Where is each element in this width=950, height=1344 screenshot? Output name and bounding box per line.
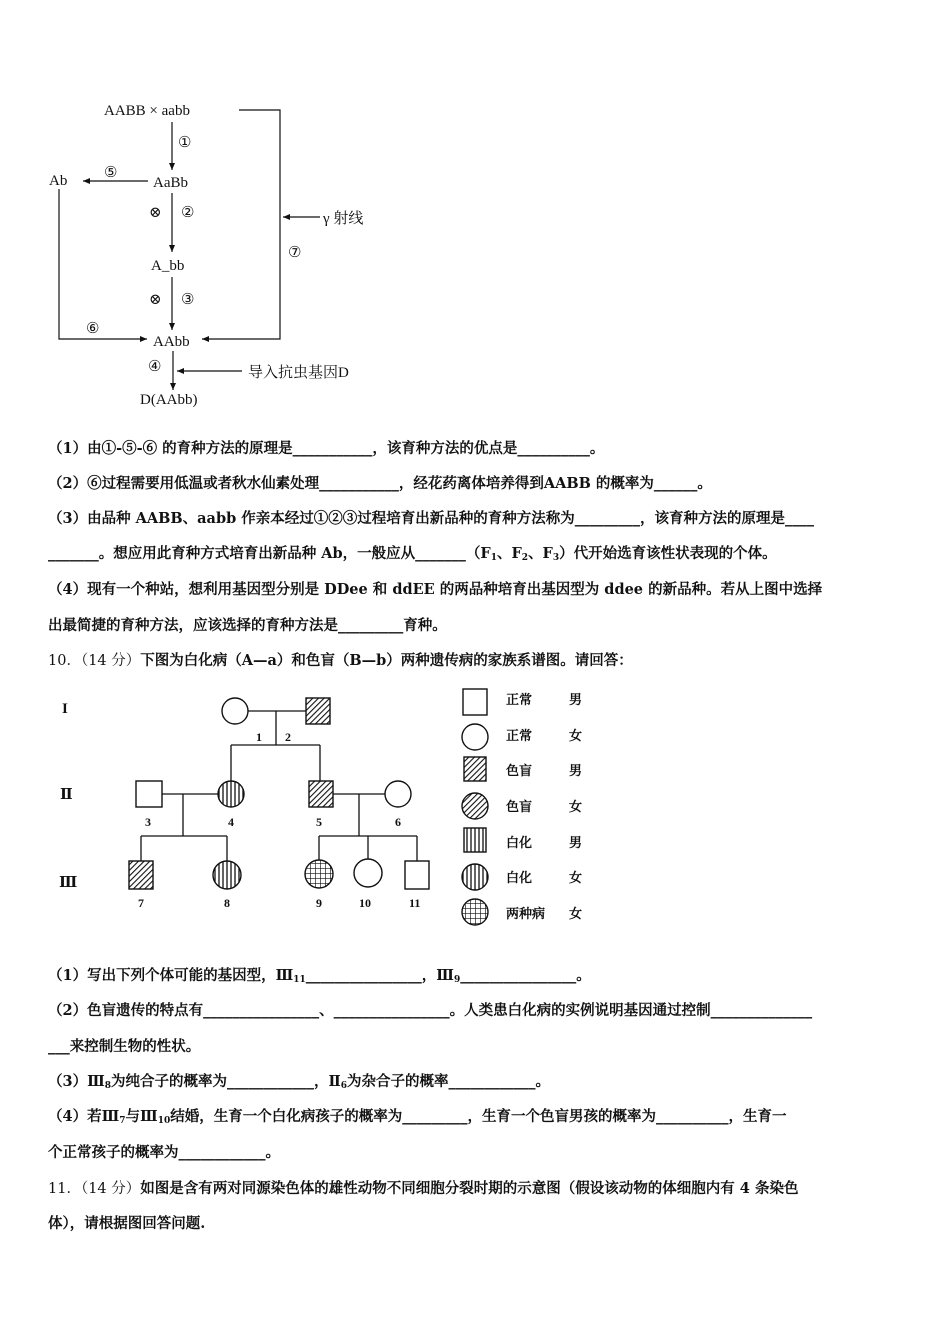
individual-number-2: 2 [285,730,291,744]
individual-number-4: 4 [228,815,234,829]
legend-symbol-normal-male [463,689,487,715]
individual-III-10 [354,859,382,887]
q9-line-1: （1）由①-⑤-⑥ 的育种方法的原理是___________，该育种方法的优点是__________。 [48,440,605,457]
q10-line-4a: （3）Ⅲ [48,1073,105,1090]
d-result-label: D(AAbb) [140,392,198,408]
q9-line-4b: 、F [497,545,522,562]
legend-symbol-colorblind-female [462,793,488,819]
q10-line-5a: （4）若Ⅲ [48,1108,120,1125]
pedigree-chart [50,683,610,933]
legend-symbol-colorblind-male [464,757,486,781]
gamma-ray-label: γ 射线 [323,211,364,227]
q10-score: （14 分） [80,653,141,669]
q10-line-4b: 为纯合子的概率为____________，Ⅱ [111,1073,341,1090]
q9-sub-3: 3 [552,553,560,563]
step-1-label: ① [178,135,192,151]
q11-number: 11． [48,1181,81,1197]
individual-number-9: 9 [316,896,322,910]
step-5-label: ⑤ [104,165,118,181]
individual-II-6 [385,781,411,807]
step-4-label: ④ [148,359,162,375]
legend-state-6: 两种病 [506,906,546,921]
insert-gene-label: 导入抗虫基因D [248,365,349,381]
q9-line-6: 出最简捷的育种方法，应该选择的育种方法是_________育种。 [48,617,447,634]
q10-line-5c: 结婚，生育一个白化病孩子的概率为_________，生育一个色盲男孩的概率为__________，生育一 [170,1108,787,1125]
generation-i-label: I [62,701,68,717]
arrow-7 [202,110,280,339]
individual-number-6: 6 [395,815,401,829]
legend-state-2: 色盲 [506,763,533,778]
q10-line-1 [48,964,591,985]
legend-sex-6: 女 [569,906,583,921]
generation-ii-label: Ⅱ [60,787,73,803]
legend-sex-1: 女 [569,728,583,743]
q10-sub-5: 7 [119,1116,126,1126]
q9-line-3: （3）由品种 AABB、aabb 作亲本经过①②③过程培育出新品种的育种方法称为_________，该育种方法的原理是____ [48,510,815,527]
individual-number-8: 8 [224,896,230,910]
q9-sub-2: 2 [521,553,529,563]
individual-II-4 [218,781,244,807]
q10-sub-6: 10 [157,1116,171,1126]
individual-II-3 [136,781,162,807]
q10-stem: 下图为白化病（A—a）和色盲（B—b）两种遗传病的家族系谱图。请回答： [140,652,633,669]
generation-iii-label: Ⅲ [59,875,78,891]
legend-state-5: 白化 [506,870,533,885]
f1-label: AaBb [153,175,188,191]
legend-state-3: 色盲 [506,799,533,814]
q11-score: （14 分） [80,1181,141,1197]
q10-line-1c: ________________。 [460,967,591,984]
legend-state-1: 正常 [506,728,533,743]
aabb-target-label: AAbb [153,334,190,350]
q10-line-1b: ________________，Ⅲ [305,967,454,984]
legend-symbol-both-female [462,899,488,925]
q10-line-4c: 为杂合子的概率____________。 [347,1073,551,1090]
individual-I-1 [222,698,248,724]
ab-label: Ab [49,173,68,189]
individual-number-10: 10 [359,896,371,910]
q9-line-4d: ）代开始选育该性状表现的个体。 [559,545,777,562]
step-7-label: ⑦ [288,245,302,261]
q10-sub-1: 11 [293,975,306,985]
individual-number-3: 3 [145,815,151,829]
legend-state-4: 白化 [506,835,533,850]
step-3-label: ③ [181,292,195,308]
q10-line-5 [48,1105,786,1126]
q10-sub-3: 8 [104,1081,112,1091]
individual-number-7: 7 [138,896,144,910]
cross-label: AABB × aabb [104,103,190,119]
pedigree-legend [462,689,488,925]
q10-line-2: （2）色盲遗传的特点有________________、________________。人类患白化病的实例说明基因通过控制______________ [48,1002,813,1019]
q9-line-4c: 、F [528,545,553,562]
q10-line-4 [48,1070,550,1091]
q9-sub-1: 1 [490,553,497,563]
q9-line-4a: _______。想应用此育种方式培育出新品种 Ab，一般应从_______（F [48,545,491,562]
q9-line-5: （4）现有一个种站，想利用基因型分别是 DDee 和 ddEE 的两品种培育出基因型为 ddee 的新品种。若从上图中选择 [48,581,823,598]
q9-line-2: （2）⑥过程需要用低温或者秋水仙素处理___________，经花药离体培养得到AABB 的概率为______。 [48,475,712,492]
q10-line-5b: 与Ⅲ [125,1108,158,1125]
individual-III-11 [405,861,429,889]
q10-header [48,649,633,670]
q10-line-3: ___来控制生物的性状。 [48,1038,201,1055]
a-bb-label: A_bb [151,258,185,274]
legend-symbol-albino-male [464,828,486,852]
individual-III-7 [129,861,153,889]
breeding-diagram [40,90,400,420]
legend-symbol-albino-female [462,864,488,890]
legend-sex-0: 男 [569,692,583,707]
individual-II-5 [309,781,333,807]
legend-sex-3: 女 [569,799,583,814]
step-6-label: ⑥ [86,321,100,337]
legend-sex-2: 男 [569,763,583,778]
individual-I-2 [306,698,330,724]
q10-line-6: 个正常孩子的概率为____________。 [48,1144,280,1161]
q11-header [48,1177,798,1198]
q10-sub-4: 6 [340,1081,348,1091]
individual-III-8 [213,861,241,889]
q9-line-4 [48,542,777,563]
step-2-label: ② [181,205,195,221]
selfing-3-symbol: ⊗ [149,292,162,308]
legend-sex-5: 女 [569,870,583,885]
q11-stem-2: 体），请根据图回答问题. [48,1215,206,1232]
individual-number-1: 1 [256,730,262,744]
q11-stem-1: 如图是含有两对同源染色体的雄性动物不同细胞分裂时期的示意图（假设该动物的体细胞内有 4 条染色 [140,1180,799,1197]
q10-sub-2: 9 [453,975,461,985]
individual-number-11: 11 [409,896,421,910]
q10-number: 10． [48,653,81,669]
legend-state-0: 正常 [506,692,533,707]
arrow-6 [59,189,147,339]
selfing-2-symbol: ⊗ [149,205,162,221]
legend-symbol-normal-female [462,724,488,750]
individual-number-5: 5 [316,815,322,829]
legend-sex-4: 男 [569,835,583,850]
q10-line-1a: （1）写出下列个体可能的基因型，Ⅲ [48,967,294,984]
individual-III-9 [305,860,333,888]
